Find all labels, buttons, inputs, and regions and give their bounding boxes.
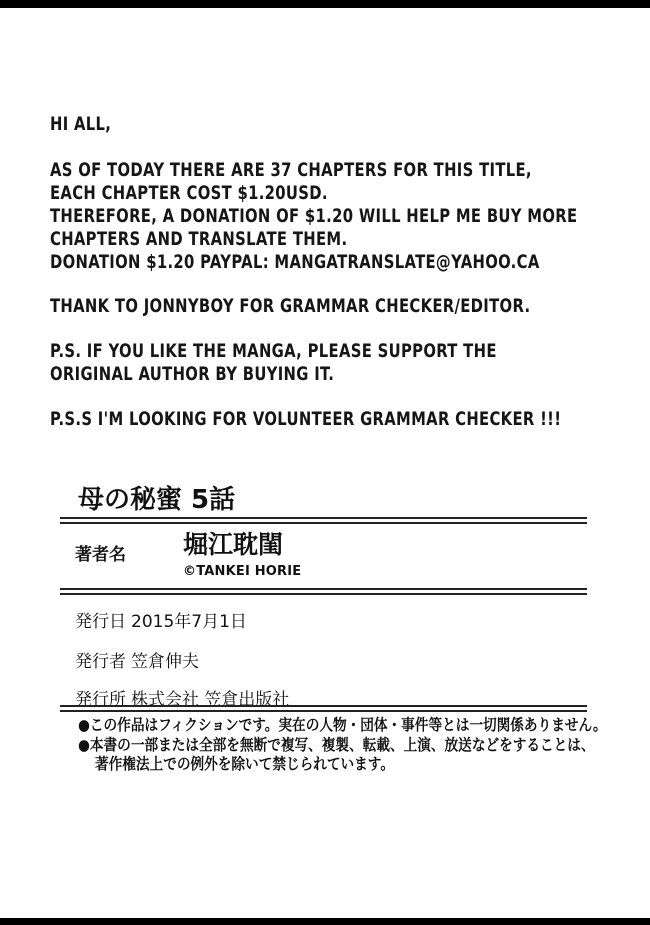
note-greeting: HI ALL, — [50, 113, 112, 135]
divider-rule — [60, 705, 587, 712]
note-donation-info-2: CHAPTERS AND TRANSLATE THEM. — [50, 228, 348, 250]
bottom-edge-bar — [0, 918, 650, 925]
note-chapters-info: AS OF TODAY THERE ARE 37 CHAPTERS FOR THIS TITLE, — [50, 159, 532, 181]
author-label: 著者名 — [75, 545, 126, 565]
copyright-notice: ●本書の一部または全部を無断で複写、複製、転載、上演、放送などをすることは、 — [78, 736, 595, 754]
divider-rule — [60, 588, 587, 595]
book-title: 母の秘蜜 5話 — [78, 485, 236, 515]
copyright-line: ©TANKEI HORIE — [183, 564, 302, 579]
top-edge-bar — [0, 0, 650, 8]
publishing-house-label: 発行所 — [75, 690, 126, 710]
note-thanks: THANK TO JONNYBOY FOR GRAMMAR CHECKER/EDITOR. — [50, 295, 531, 317]
note-donation-info: THEREFORE, A DONATION OF $1.20 WILL HELP ME BUY MORE — [50, 205, 578, 227]
publishing-house-value: 株式会社 笠倉出版社 — [131, 690, 290, 710]
note-chapter-cost: EACH CHAPTER COST $1.20USD. — [50, 182, 328, 204]
divider-rule — [60, 517, 587, 524]
note-ps: P.S. IF YOU LIKE THE MANGA, PLEASE SUPPORT THE — [50, 340, 497, 362]
publish-date-label: 発行日 — [75, 612, 126, 632]
publish-date-value: 2015年7月1日 — [131, 612, 247, 632]
note-ps-2: ORIGINAL AUTHOR BY BUYING IT. — [50, 363, 335, 385]
author-name: 堀江耽閨 — [183, 530, 284, 559]
fiction-disclaimer: ●この作品はフィクションです。実在の人物・団体・事件等とは一切関係ありません。 — [78, 716, 607, 734]
copyright-notice-2: 著作権法上での例外を除いて禁じられています。 — [95, 755, 394, 773]
note-pss: P.S.S I'M LOOKING FOR VOLUNTEER GRAMMAR CHECKER !!! — [50, 408, 562, 430]
publisher-value: 笠倉伸夫 — [131, 652, 199, 672]
publisher-label: 発行者 — [75, 652, 126, 672]
note-paypal-address: DONATION $1.20 PAYPAL: MANGATRANSLATE@YAHOO.CA — [50, 251, 540, 273]
